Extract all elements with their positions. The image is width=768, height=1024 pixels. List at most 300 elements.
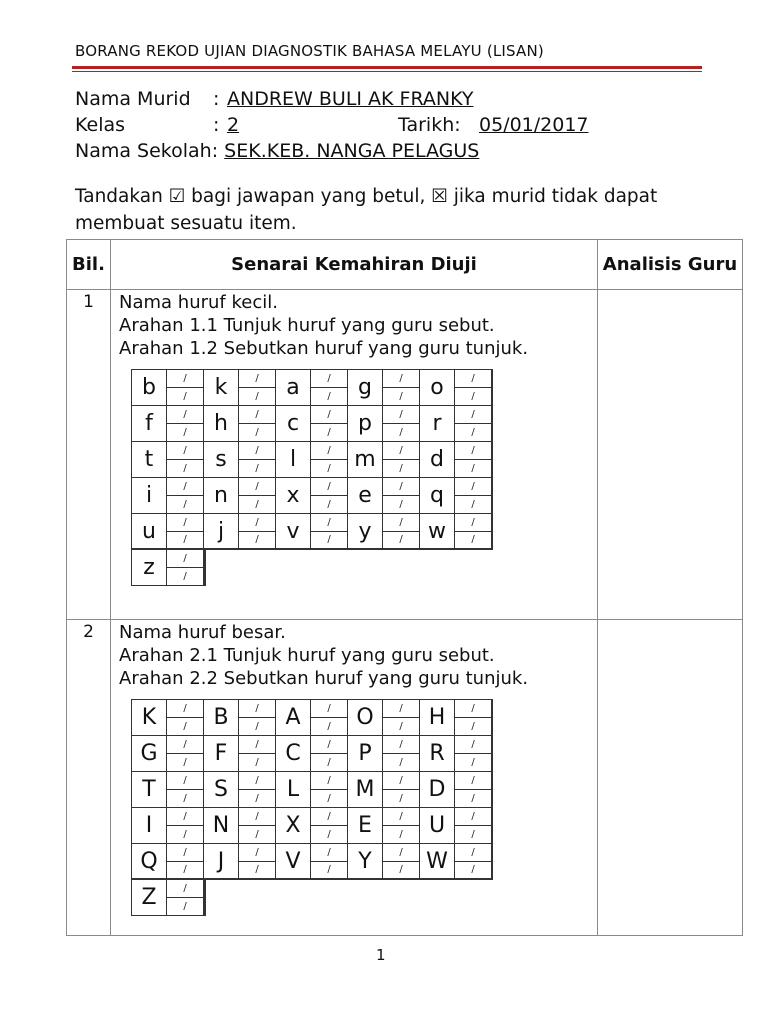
tick-box[interactable]: / [255, 703, 259, 714]
letter-cell [419, 843, 493, 880]
tick-box[interactable]: / [327, 811, 331, 822]
tick-box[interactable]: / [455, 495, 491, 513]
letter: x [276, 478, 311, 513]
letter-cell [419, 807, 493, 844]
tick-box[interactable]: / [327, 775, 331, 786]
tick-box[interactable]: / [255, 373, 259, 384]
tick-boxes [239, 478, 275, 513]
letter-grid-row [132, 808, 597, 844]
letter: w [420, 514, 455, 548]
tick-box[interactable]: / [183, 846, 187, 858]
tick-boxes [167, 808, 203, 843]
tick-box[interactable]: / [327, 445, 331, 456]
letter: W [420, 844, 455, 878]
tick-box[interactable]: / [239, 495, 275, 513]
letter-cell [203, 513, 276, 550]
tick-box[interactable]: / [167, 897, 203, 915]
tick-boxes [455, 442, 491, 477]
letter: r [420, 406, 455, 441]
tick-box[interactable]: / [383, 531, 419, 549]
table-header-row [67, 240, 743, 290]
tick-box[interactable]: / [239, 717, 275, 735]
letter: v [276, 514, 311, 548]
letter-cell [347, 405, 420, 442]
analysis-cell[interactable] [598, 620, 743, 936]
header-analysis: Analisis Guru [598, 240, 743, 290]
letter-cell [347, 735, 420, 772]
letter-cell [131, 513, 204, 550]
letter-cell [347, 513, 420, 550]
tick-box[interactable]: / [183, 739, 187, 750]
letter: i [132, 478, 167, 513]
student-name-line [75, 87, 474, 111]
letter: h [204, 406, 239, 441]
skill-cell [111, 290, 598, 620]
letter: O [348, 700, 383, 735]
header-bil: Bil. [67, 240, 111, 290]
tick-boxes [239, 736, 275, 771]
letter-cell [203, 405, 276, 442]
letter-cell [419, 441, 493, 478]
letter-cell [347, 369, 420, 406]
tick-box[interactable]: / [455, 423, 491, 441]
tick-boxes [239, 406, 275, 441]
tick-box[interactable]: / [383, 825, 419, 843]
tick-box[interactable]: / [183, 703, 187, 714]
letter: q [420, 478, 455, 513]
date-label: Tarikh: [398, 114, 461, 136]
letter-grid-uppercase [132, 700, 597, 916]
tick-box[interactable]: / [311, 825, 347, 843]
tick-box[interactable]: / [399, 516, 403, 528]
row-number: 1 [83, 292, 94, 312]
letter-cell [347, 807, 420, 844]
tick-box[interactable]: / [311, 387, 347, 405]
letter-grid-row [132, 880, 597, 916]
tick-box[interactable]: / [471, 373, 475, 384]
tick-boxes [239, 700, 275, 735]
letter: V [276, 844, 311, 878]
letter-cell [419, 405, 493, 442]
letter-cell [203, 699, 276, 736]
tick-boxes [455, 736, 491, 771]
tick-boxes [167, 550, 203, 585]
tick-boxes [167, 700, 203, 735]
tick-box[interactable]: / [167, 423, 203, 441]
letter-cell [131, 807, 204, 844]
tick-boxes [383, 808, 419, 843]
letter-cell [131, 441, 204, 478]
letter-cell [419, 477, 493, 514]
tick-boxes [239, 442, 275, 477]
tick-box[interactable]: / [383, 423, 419, 441]
class-colon: : [213, 114, 220, 136]
tick-boxes [239, 772, 275, 807]
tick-box[interactable]: / [471, 516, 475, 528]
student-name-value: ANDREW BULI AK FRANKY [227, 88, 474, 110]
tick-box[interactable]: / [311, 495, 347, 513]
letter-grid-row [132, 736, 597, 772]
tick-box[interactable]: / [471, 775, 475, 786]
tick-box[interactable]: / [327, 373, 331, 384]
tick-box[interactable]: / [311, 459, 347, 477]
tick-boxes [239, 370, 275, 405]
letter-cell [347, 771, 420, 808]
tick-box[interactable]: / [383, 387, 419, 405]
tick-box[interactable]: / [183, 481, 187, 492]
tick-box[interactable]: / [239, 459, 275, 477]
tick-box[interactable]: / [255, 516, 259, 528]
letter: N [204, 808, 239, 843]
letter: t [132, 442, 167, 477]
letter: j [204, 514, 239, 548]
tick-boxes [239, 514, 275, 548]
row-number-cell [67, 290, 111, 620]
tick-box[interactable]: / [183, 883, 187, 894]
letter: L [276, 772, 311, 807]
letter-cell [419, 735, 493, 772]
tick-boxes [239, 844, 275, 878]
tick-boxes [167, 478, 203, 513]
tick-boxes [167, 772, 203, 807]
tick-box[interactable]: / [383, 495, 419, 513]
letter-grid-row [132, 370, 597, 406]
letter-grid-row [132, 550, 597, 586]
letter: u [132, 514, 167, 548]
letter: C [276, 736, 311, 771]
letter: o [420, 370, 455, 405]
tick-boxes [167, 514, 203, 548]
tick-box[interactable]: / [183, 373, 187, 384]
letter-cell [419, 513, 493, 550]
tick-box[interactable]: / [383, 861, 419, 879]
skill-instruction: Arahan 1.1 Tunjuk huruf yang guru sebut. [119, 315, 495, 336]
tick-box[interactable]: / [399, 409, 403, 420]
tick-box[interactable]: / [183, 409, 187, 420]
letter: k [204, 370, 239, 405]
table-row [67, 620, 743, 936]
tick-boxes [167, 736, 203, 771]
student-name-colon: : [213, 88, 220, 110]
tick-box[interactable]: / [167, 825, 203, 843]
letter: Y [348, 844, 383, 878]
letter-cell [275, 807, 348, 844]
tick-box[interactable]: / [255, 775, 259, 786]
tick-boxes [239, 808, 275, 843]
tick-boxes [167, 406, 203, 441]
letter: I [132, 808, 167, 843]
tick-box[interactable]: / [239, 753, 275, 771]
table-row [67, 290, 743, 620]
tick-boxes [311, 844, 347, 878]
tick-box[interactable]: / [311, 789, 347, 807]
letter-cell [203, 843, 276, 880]
tick-boxes [311, 406, 347, 441]
tick-box[interactable]: / [399, 703, 403, 714]
letter: T [132, 772, 167, 807]
letter: A [276, 700, 311, 735]
letter-cell [275, 441, 348, 478]
tick-box[interactable]: / [383, 753, 419, 771]
letter: g [348, 370, 383, 405]
school-line [75, 139, 479, 163]
tick-boxes [455, 406, 491, 441]
letter: U [420, 808, 455, 843]
tick-box[interactable]: / [167, 459, 203, 477]
letter-cell [203, 771, 276, 808]
tick-boxes [167, 880, 203, 915]
tick-box[interactable]: / [383, 717, 419, 735]
letter-cell [275, 405, 348, 442]
letter-cell [419, 369, 493, 406]
tick-box[interactable]: / [167, 717, 203, 735]
tick-box[interactable]: / [167, 495, 203, 513]
tick-box[interactable]: / [399, 445, 403, 456]
school-label: Nama Sekolah: [75, 140, 219, 162]
letter: l [276, 442, 311, 477]
tick-boxes [383, 772, 419, 807]
header-rule-thick [72, 66, 702, 69]
tick-box[interactable]: / [455, 825, 491, 843]
letter-grid-row [132, 514, 597, 550]
letter: e [348, 478, 383, 513]
tick-box[interactable]: / [255, 481, 259, 492]
tick-box[interactable]: / [239, 531, 275, 549]
letter-cell [131, 735, 204, 772]
tick-box[interactable]: / [311, 423, 347, 441]
skill-instruction: Arahan 2.2 Sebutkan huruf yang guru tunjuk. [119, 668, 529, 689]
letter-cell [203, 369, 276, 406]
letter: H [420, 700, 455, 735]
class-label: Kelas [75, 114, 126, 136]
letter: b [132, 370, 167, 405]
tick-box[interactable]: / [167, 753, 203, 771]
tick-box[interactable]: / [327, 739, 331, 750]
tick-box[interactable]: / [399, 481, 403, 492]
tick-box[interactable]: / [255, 739, 259, 750]
tick-boxes [311, 772, 347, 807]
tick-boxes [167, 442, 203, 477]
tick-box[interactable]: / [255, 846, 259, 858]
tick-box[interactable]: / [311, 717, 347, 735]
letter: z [132, 550, 167, 585]
tick-box[interactable]: / [167, 567, 203, 585]
skill-instruction: Arahan 2.1 Tunjuk huruf yang guru sebut. [119, 645, 495, 666]
tick-box[interactable]: / [239, 789, 275, 807]
letter: s [204, 442, 239, 477]
school-value: SEK.KEB. NANGA PELAGUS [224, 140, 480, 162]
tick-boxes [167, 370, 203, 405]
letter: D [420, 772, 455, 807]
tick-boxes [311, 370, 347, 405]
tick-boxes [455, 514, 491, 548]
tick-box[interactable]: / [471, 445, 475, 456]
tick-box[interactable]: / [239, 387, 275, 405]
tick-boxes [455, 478, 491, 513]
skill-title: Nama huruf kecil. [119, 292, 278, 313]
tick-box[interactable]: / [167, 861, 203, 879]
tick-box[interactable]: / [471, 481, 475, 492]
letter-cell [131, 879, 206, 916]
form-title: BORANG REKOD UJIAN DIAGNOSTIK BAHASA MELAYU (LISAN) [75, 42, 544, 60]
tick-box[interactable]: / [167, 387, 203, 405]
letter-cell [275, 513, 348, 550]
tick-box[interactable]: / [167, 531, 203, 549]
tick-box[interactable]: / [183, 516, 187, 528]
letter: R [420, 736, 455, 771]
letter: p [348, 406, 383, 441]
letter-cell [131, 405, 204, 442]
letter: m [348, 442, 383, 477]
letter-cell [131, 843, 204, 880]
tick-boxes [167, 844, 203, 878]
letter-cell [131, 549, 206, 586]
tick-box[interactable]: / [183, 811, 187, 822]
tick-box[interactable]: / [183, 553, 187, 564]
letter: P [348, 736, 383, 771]
letter: G [132, 736, 167, 771]
tick-box[interactable]: / [383, 789, 419, 807]
tick-box[interactable]: / [255, 409, 259, 420]
tick-boxes [311, 700, 347, 735]
tick-boxes [383, 478, 419, 513]
tick-boxes [311, 808, 347, 843]
tick-box[interactable]: / [239, 423, 275, 441]
letter: d [420, 442, 455, 477]
header-rule-thin [72, 71, 702, 72]
letter-cell [419, 699, 493, 736]
letter: K [132, 700, 167, 735]
student-name-label: Nama Murid [75, 88, 191, 110]
letter-grid-row [132, 700, 597, 736]
tick-box[interactable]: / [471, 409, 475, 420]
tick-box[interactable]: / [399, 846, 403, 858]
tick-box[interactable]: / [327, 409, 331, 420]
analysis-cell[interactable] [598, 290, 743, 620]
letter-cell [275, 477, 348, 514]
letter-cell [275, 369, 348, 406]
tick-box[interactable]: / [167, 789, 203, 807]
tick-box[interactable]: / [255, 811, 259, 822]
letter-grid-row [132, 442, 597, 478]
tick-box[interactable]: / [183, 775, 187, 786]
letter: E [348, 808, 383, 843]
tick-box[interactable]: / [471, 739, 475, 750]
tick-box[interactable]: / [327, 516, 331, 528]
letter-grid-row [132, 406, 597, 442]
letter: Z [132, 880, 167, 915]
header-skills: Senarai Kemahiran Diuji [111, 240, 598, 290]
tick-box[interactable]: / [311, 861, 347, 879]
tick-box[interactable]: / [255, 445, 259, 456]
tick-box[interactable]: / [327, 703, 331, 714]
class-value: 2 [227, 114, 240, 136]
tick-box[interactable]: / [327, 481, 331, 492]
tick-box[interactable]: / [455, 459, 491, 477]
tick-box[interactable]: / [399, 373, 403, 384]
letter: Q [132, 844, 167, 878]
letter-cell [419, 771, 493, 808]
tick-box[interactable]: / [455, 717, 491, 735]
tick-box[interactable]: / [239, 861, 275, 879]
tick-box[interactable]: / [455, 861, 491, 879]
date-value: 05/01/2017 [479, 114, 589, 136]
tick-box[interactable]: / [471, 846, 475, 858]
tick-boxes [383, 514, 419, 548]
tick-box[interactable]: / [383, 459, 419, 477]
letter-cell [203, 441, 276, 478]
tick-box[interactable]: / [399, 739, 403, 750]
letter-cell [347, 843, 420, 880]
letter: F [204, 736, 239, 771]
tick-boxes [383, 736, 419, 771]
letter-cell [131, 699, 204, 736]
tick-boxes [383, 406, 419, 441]
tick-boxes [383, 442, 419, 477]
letter-grid-row [132, 478, 597, 514]
letter-cell [131, 771, 204, 808]
tick-box[interactable]: / [455, 387, 491, 405]
letter: S [204, 772, 239, 807]
tick-box[interactable]: / [399, 775, 403, 786]
letter-cell [275, 843, 348, 880]
letter-grid-row [132, 844, 597, 880]
tick-box[interactable]: / [455, 789, 491, 807]
tick-box[interactable]: / [183, 445, 187, 456]
letter: a [276, 370, 311, 405]
tick-box[interactable]: / [311, 531, 347, 549]
letter: y [348, 514, 383, 548]
tick-box[interactable]: / [455, 531, 491, 549]
skill-instruction: Arahan 1.2 Sebutkan huruf yang guru tunjuk. [119, 338, 529, 359]
class-line [75, 113, 635, 137]
tick-box[interactable]: / [471, 811, 475, 822]
page-number: 1 [376, 946, 386, 964]
tick-boxes [311, 478, 347, 513]
letter: B [204, 700, 239, 735]
letter-cell [203, 477, 276, 514]
letter: f [132, 406, 167, 441]
tick-box[interactable]: / [327, 846, 331, 858]
tick-box[interactable]: / [311, 753, 347, 771]
letter: n [204, 478, 239, 513]
tick-boxes [311, 736, 347, 771]
tick-boxes [383, 844, 419, 878]
tick-box[interactable]: / [455, 753, 491, 771]
letter: M [348, 772, 383, 807]
letter-cell [275, 771, 348, 808]
tick-boxes [455, 808, 491, 843]
skills-table [66, 239, 743, 936]
row-number-cell [67, 620, 111, 936]
tick-boxes [311, 514, 347, 548]
letter: J [204, 844, 239, 878]
letter-cell [275, 735, 348, 772]
letter-cell [203, 735, 276, 772]
letter-cell [347, 441, 420, 478]
tick-box[interactable]: / [239, 825, 275, 843]
letter-cell [347, 477, 420, 514]
tick-box[interactable]: / [399, 811, 403, 822]
tick-box[interactable]: / [471, 703, 475, 714]
skill-cell [111, 620, 598, 936]
tick-boxes [455, 844, 491, 878]
letter-cell [347, 699, 420, 736]
tick-boxes [383, 370, 419, 405]
letter-cell [131, 477, 204, 514]
letter-cell [275, 699, 348, 736]
tick-boxes [383, 700, 419, 735]
